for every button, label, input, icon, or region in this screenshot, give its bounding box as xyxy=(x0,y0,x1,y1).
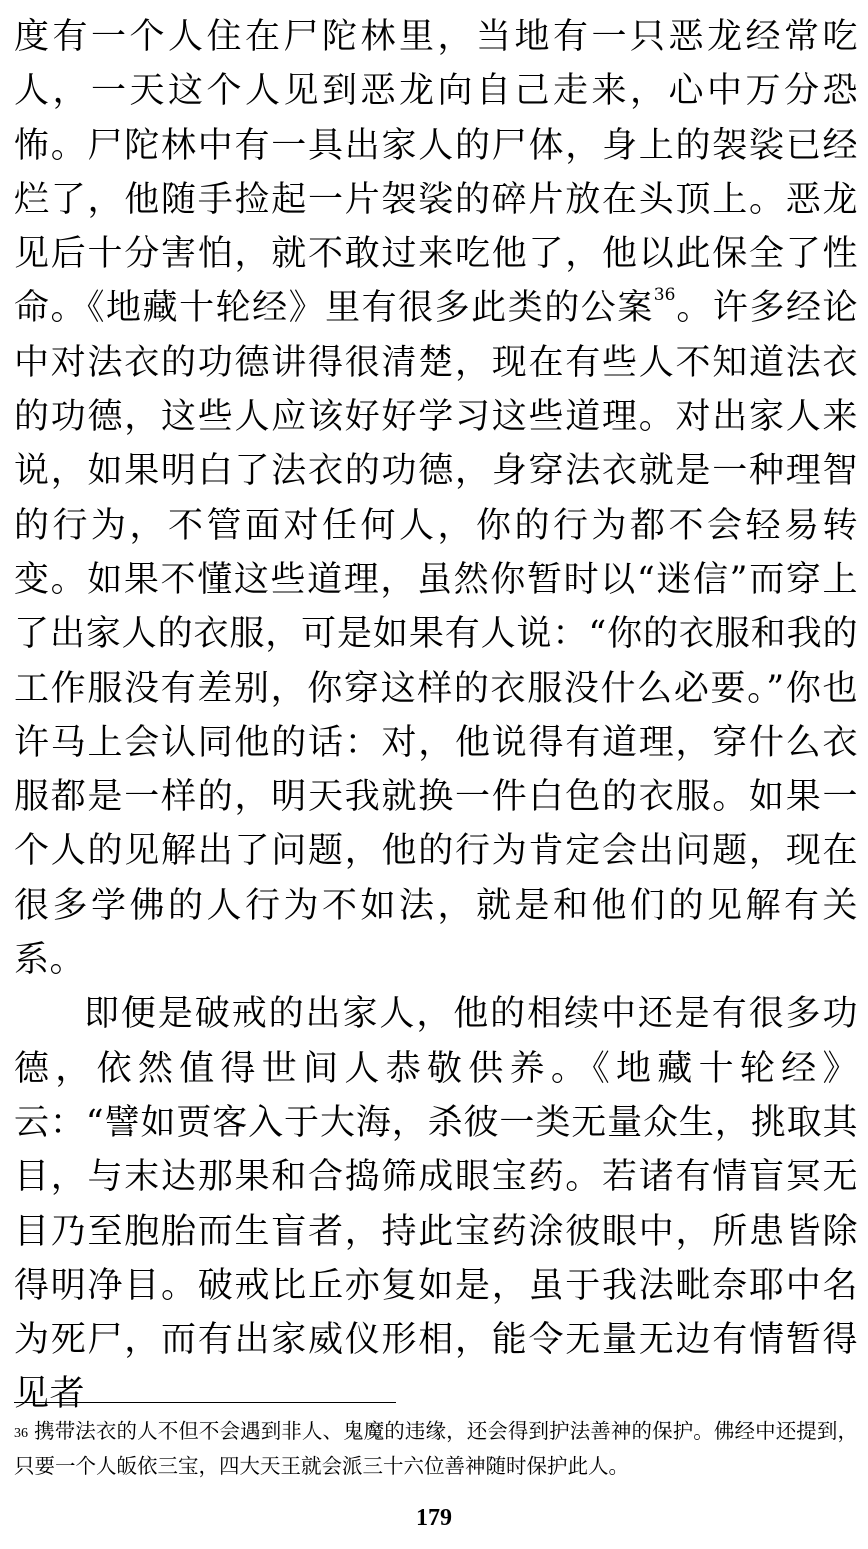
footnote-divider xyxy=(14,1402,396,1403)
paragraph-1 xyxy=(14,10,858,987)
footnote-reference[interactable]: 36 xyxy=(653,285,676,306)
paragraph-2: 即便是破戒的出家人，他的相续中还是有很多功德，依然值得世间人恭敬供养。《地藏十轮经》云：“譬如贾客入于大海，杀彼一类无量众生，挑取其目，与末达那果和合捣筛成眼宝药。若诸有情盲冥无目乃至胞胎而生盲者，持此宝药涂彼眼中，所患皆除得明净目。破戒比丘亦复如是，虽于我法毗奈耶中名为死尸，而有出家威仪形相，能令无量无边有情暂得见者 xyxy=(14,994,858,1415)
page-number: 179 xyxy=(416,1505,452,1531)
paragraph-1-text-a: 度有一个人住在尸陀林里，当地有一只恶龙经常吃人，一天这个人见到恶龙向自己走来，心中万分恐怖。尸陀林中有一具出家人的尸体，身上的袈裟已经烂了，他随手捡起一片袈裟的碎片放在头顶上。恶龙见后十分害怕，就不敢过来吃他了，他以此保全了性命。《地藏十轮经》里有很多此类的公案 xyxy=(14,17,858,329)
footnote xyxy=(14,1414,858,1484)
footnote-mark: 36 xyxy=(14,1426,28,1441)
paragraph-1-text-b: 。许多经论中对法衣的功德讲得很清楚，现在有些人不知道法衣的功德，这些人应该好好学习这些道理。对出家人来说，如果明白了法衣的功德，身穿法衣就是一种理智的行为，不管面对任何人，你的行为都不会轻易转变。如果不懂这些道理，虽然你暂时以“迷信”而穿上了出家人的衣服，可是如果有人说：“你的衣服和我的工作服没有差别，你穿这样的衣服没什么必要。”你也许马上会认同他的话：对，他说得有道理，穿什么衣服都是一样的，明天我就换一件白色的衣服。如果一个人的见解出了问题，他的行为肯定会出问题，现在很多学佛的人行为不如法，就是和他们的见解有关系。 xyxy=(14,288,858,981)
footnote-text: 携带法衣的人不但不会遇到非人、鬼魔的违缘，还会得到护法善神的保护。佛经中还提到，只要一个人皈依三宝，四大天王就会派三十六位善神随时保护此人。 xyxy=(14,1419,858,1478)
main-text xyxy=(14,10,858,1422)
